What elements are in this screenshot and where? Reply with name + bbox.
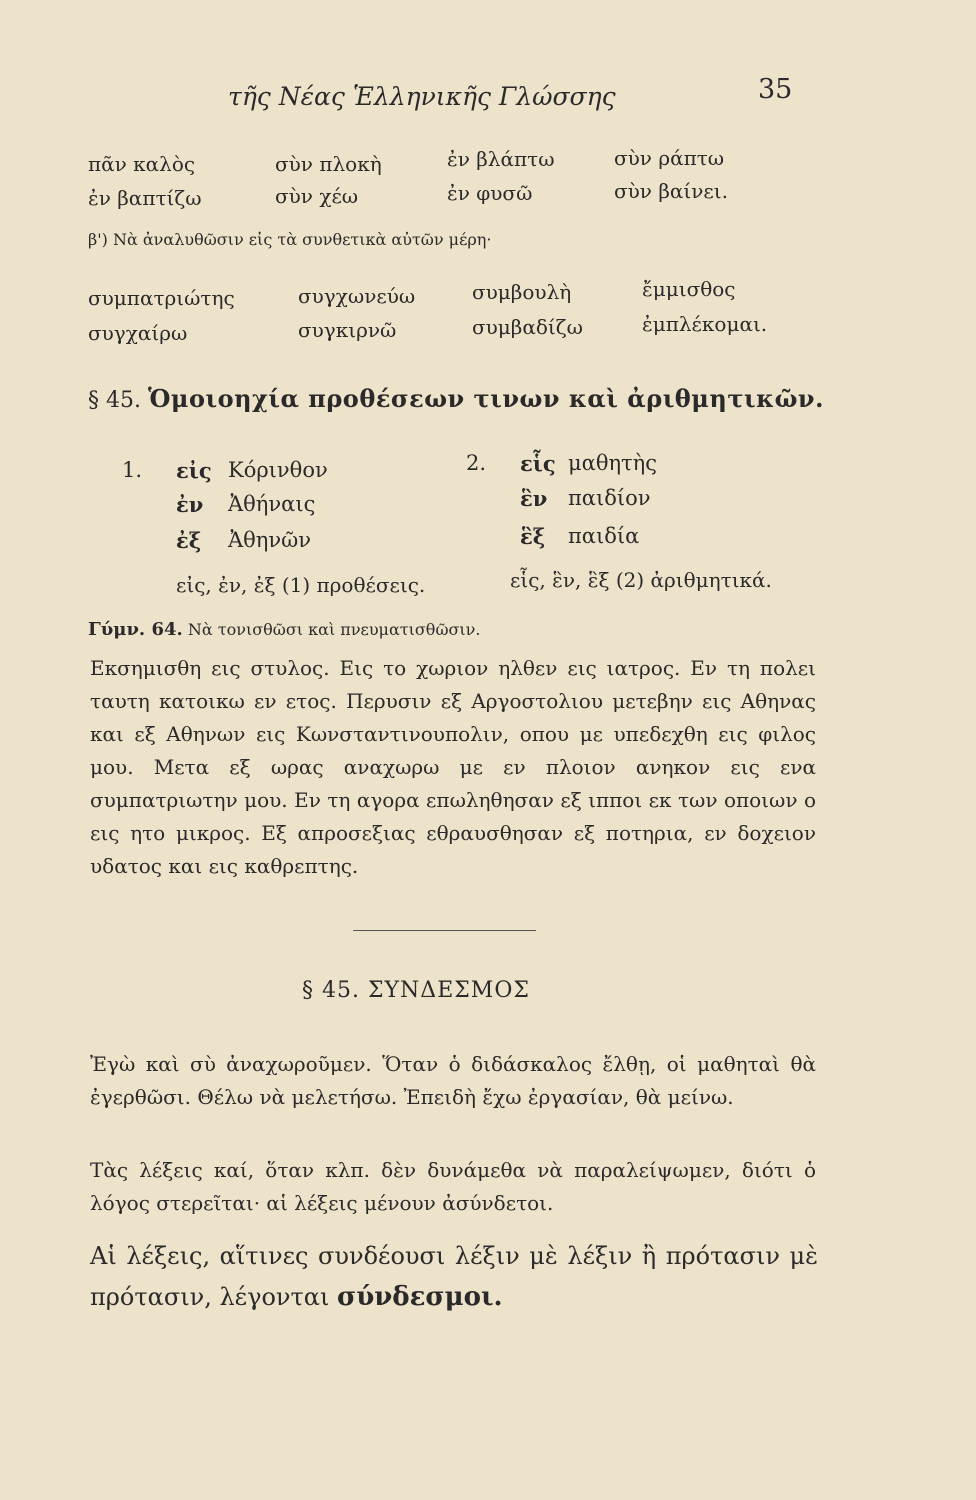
noun: Ἀθήναις [228, 492, 316, 516]
word: ἐν βλάπτω [447, 147, 555, 171]
rule-term: σύνδεσμοι. [337, 1282, 503, 1312]
word: συγχαίρω [88, 321, 188, 345]
section-heading-syndesmos: § 45. ΣΥΝΔΕΣΜΟΣ [302, 978, 530, 1003]
word: συμβουλὴ [472, 280, 572, 304]
word: συγκιρνῶ [298, 318, 397, 342]
word: σὺν χέω [275, 184, 359, 208]
section-divider [353, 930, 536, 931]
word: ἐν φυσῶ [447, 181, 533, 205]
preposition: εἰς [176, 458, 212, 483]
numeral: ἓξ [520, 524, 546, 549]
word: ἔμμισθος [642, 277, 736, 301]
column-summary: εἷς, ἓν, ἓξ (2) ἀριθμητικά. [510, 568, 772, 592]
section-heading [88, 384, 824, 413]
word: συμβαδίζω [472, 315, 583, 339]
noun: Ἀθηνῶν [228, 528, 312, 552]
numeral: ἓν [520, 486, 548, 511]
page-number: 35 [758, 74, 793, 105]
preposition: ἐξ [176, 528, 202, 553]
word: πᾶν καλὸς [88, 152, 196, 176]
running-header: τῆς Νέας Ἑλληνικῆς Γλώσσης [228, 82, 616, 111]
rule-paragraph [90, 1236, 818, 1318]
noun: Κόρινθον [228, 458, 328, 482]
exercise-note: β') Νὰ ἀναλυθῶσιν εἰς τὰ συνθετικὰ αὐτῶν μέρη· [88, 230, 492, 249]
noun: μαθητὴς [568, 451, 658, 475]
column-number: 1. [122, 458, 143, 482]
exercise-instruction: Νὰ τονισθῶσι καὶ πνευματισθῶσιν. [187, 620, 481, 639]
explanation-paragraph: Τὰς λέξεις καί, ὅταν κλπ. δὲν δυνάμεθα νὰ παραλείψωμεν, διότι ὁ λόγος στερεῖται· αἱ λέξεις μένουν ἀσύνδετοι. [90, 1158, 816, 1215]
column-summary: εἰς, ἐν, ἐξ (1) προθέσεις. [176, 573, 426, 597]
column-number: 2. [466, 451, 487, 475]
exercise-label [88, 619, 481, 640]
preposition: ἐν [176, 492, 204, 517]
section-title: Ὁμοιοηχία προθέσεων τινων καὶ ἀριθμητικῶν. [147, 384, 824, 413]
noun: παιδίον [568, 486, 651, 510]
word: συμπατριώτης [88, 286, 235, 310]
exercise-number: Γύμν. 64. [88, 619, 183, 640]
word: ἐμπλέκομαι. [642, 312, 768, 336]
rule-text: Αἱ λέξεις, αἵτινες συνδέουσι λέξιν μὲ λέξιν ἢ πρότασιν μὲ πρότασιν, λέγονται [90, 1242, 818, 1311]
word: σὺν ράπτω [614, 146, 725, 170]
word: συγχωνεύω [298, 284, 416, 308]
word: σὺν πλοκὴ [275, 152, 382, 176]
section-number: § 45. [88, 388, 141, 413]
word: ἐν βαπτίζω [88, 186, 202, 210]
numeral: εἷς [520, 451, 556, 476]
word: σὺν βαίνει. [614, 179, 728, 203]
noun: παιδία [568, 524, 640, 548]
example-paragraph: Ἐγὼ καὶ σὺ ἀναχωροῦμεν. Ὅταν ὁ διδάσκαλος ἔλθῃ, οἱ μαθηταὶ θὰ ἐγερθῶσι. Θέλω νὰ μελετήσω. Ἐπειδὴ ἔχω ἐργασίαν, θὰ μείνω. [90, 1052, 816, 1109]
exercise-paragraph: Εκσημισθη εις στυλος. Εις το χωριον ηλθεν εις ιατρος. Εν τη πολει ταυτη κατοικω εν ετος. Περυσιν εξ Αργοστολιου μετεβην εις Αθηνας και εξ Αθηνων εις Κωνσταντινουπολιν, οπου με υπεδεχθη εις φιλος μου. Μετα εξ ωρας αναχωρω με εν πλοιον ανηκον εις ενα συμπατριωτην μου. Εν τη αγορα επωληθησαν εξ ιπποι εκ των οποιων ο εις ητο μικρος. Εξ απροσεξιας εθραυσθησαν εξ ποτηρια, εν δοχειον υδατος και εις καθρεπτης. [90, 656, 816, 878]
